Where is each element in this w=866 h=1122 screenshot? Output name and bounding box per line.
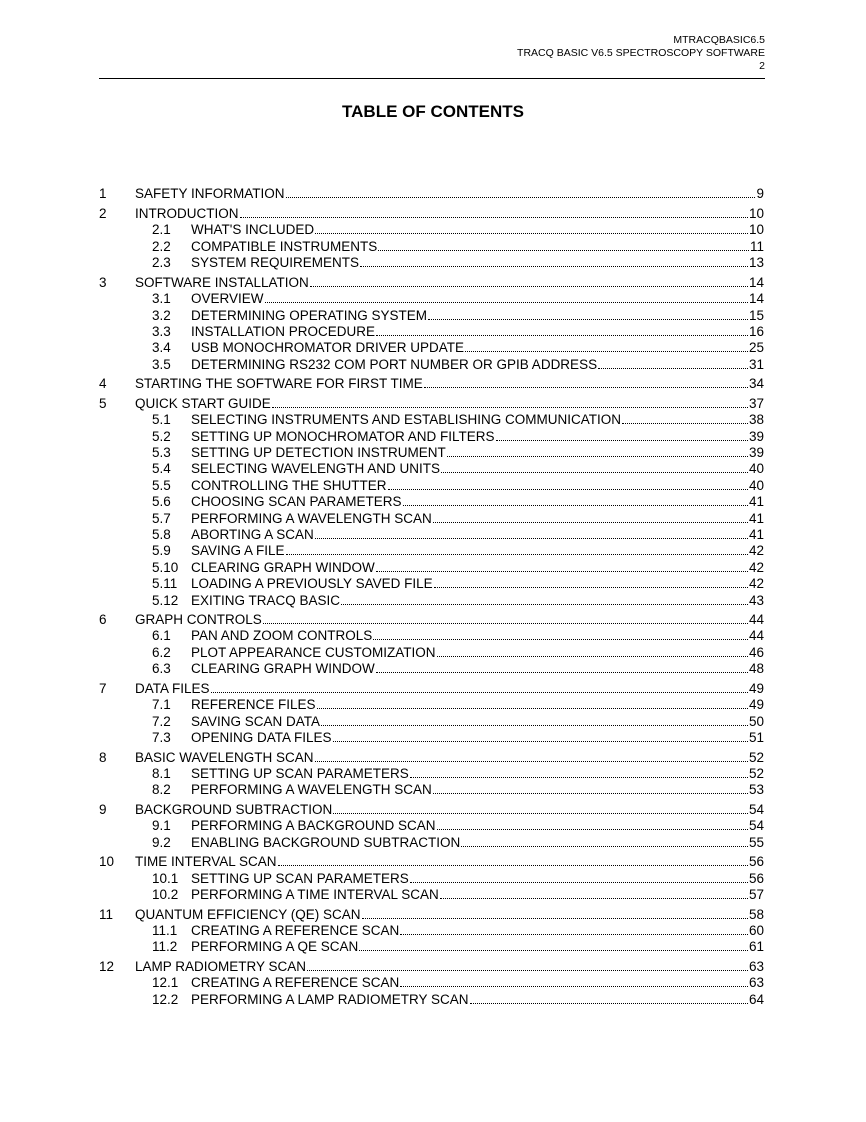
toc-entry-number: 7.1	[152, 697, 171, 713]
toc-entry-title: SAFETY INFORMATION	[135, 186, 285, 202]
toc-section-entry[interactable]	[99, 307, 764, 323]
toc-entry-title: QUANTUM EFFICIENCY (QE) SCAN	[135, 906, 361, 922]
toc-entry-page: 42	[748, 543, 764, 559]
toc-entry-number: 5	[99, 395, 107, 411]
toc-entry-page: 52	[748, 765, 764, 781]
toc-entry-page: 63	[748, 959, 764, 975]
toc-entry-title: QUICK START GUIDE	[135, 395, 271, 411]
toc-entry-page: 37	[748, 395, 764, 411]
toc-section-entry[interactable]	[99, 238, 764, 254]
toc-section-entry[interactable]	[99, 494, 764, 510]
toc-entry-page: 56	[748, 870, 764, 886]
toc-section-entry[interactable]	[99, 559, 764, 575]
toc-dot-leader	[376, 335, 748, 336]
toc-entry-page: 54	[748, 801, 764, 817]
toc-entry-title: CREATING A REFERENCE SCAN	[191, 923, 400, 939]
toc-entry-number: 5.2	[152, 428, 171, 444]
toc-dot-leader	[310, 286, 748, 287]
toc-entry-page: 15	[748, 307, 764, 323]
toc-dot-leader	[376, 672, 748, 673]
toc-section-entry[interactable]	[99, 870, 764, 886]
toc-dot-leader	[373, 639, 748, 640]
toc-dot-leader	[317, 708, 748, 709]
toc-entry-page: 14	[748, 274, 764, 290]
toc-dot-leader	[465, 351, 748, 352]
toc-section-entry[interactable]	[99, 222, 764, 238]
toc-entry-title: SELECTING INSTRUMENTS AND ESTABLISHING COMMUNICATION	[191, 412, 622, 428]
toc-entry-number: 8	[99, 749, 107, 765]
toc-entry-title: CONTROLLING THE SHUTTER	[191, 477, 387, 493]
toc-entry-number: 5.4	[152, 461, 171, 477]
toc-dot-leader	[333, 741, 748, 742]
header-divider	[99, 78, 765, 79]
toc-entry-page: 39	[748, 428, 764, 444]
doc-code: MTRACQBASIC6.5	[673, 34, 765, 46]
toc-chapter-entry[interactable]	[99, 206, 764, 222]
toc-entry-title: INSTALLATION PROCEDURE	[191, 323, 376, 339]
toc-entry-page: 49	[748, 680, 764, 696]
toc-entry-page: 25	[748, 340, 764, 356]
toc-entry-number: 6.2	[152, 644, 171, 660]
toc-entry-page: 41	[748, 494, 764, 510]
toc-chapter-entry[interactable]	[99, 749, 764, 765]
toc-entry-number: 2.1	[152, 222, 171, 238]
toc-entry-page: 42	[748, 559, 764, 575]
toc-dot-leader	[403, 505, 748, 506]
toc-dot-leader	[434, 587, 748, 588]
toc-entry-title: LAMP RADIOMETRY SCAN	[135, 959, 307, 975]
toc-dot-leader	[265, 302, 748, 303]
toc-entry-title: PLOT APPEARANCE CUSTOMIZATION	[191, 644, 436, 660]
toc-chapter-entry[interactable]	[99, 395, 764, 411]
toc-chapter-entry[interactable]	[99, 802, 764, 818]
toc-entry-title: ABORTING A SCAN	[191, 526, 314, 542]
toc-entry-number: 5.11	[152, 576, 178, 592]
toc-section-entry[interactable]	[99, 445, 764, 461]
toc-section-entry[interactable]	[99, 697, 764, 713]
doc-title: TRACQ BASIC V6.5 SPECTROSCOPY SOFTWARE	[517, 47, 765, 59]
toc-entry-page: 61	[748, 939, 764, 955]
toc-entry-title: PERFORMING A TIME INTERVAL SCAN	[191, 887, 439, 903]
toc-entry-page: 11	[749, 238, 764, 254]
toc-entry-title: LOADING A PREVIOUSLY SAVED FILE	[191, 576, 433, 592]
toc-entry-page: 44	[748, 628, 764, 644]
toc-entry-page: 50	[748, 713, 764, 729]
toc-entry-number: 5.10	[152, 559, 179, 575]
toc-entry-number: 12.2	[152, 991, 179, 1007]
toc-entry-number: 6.3	[152, 661, 171, 677]
toc-entry-number: 3	[99, 274, 107, 290]
toc-entry-page: 39	[748, 445, 764, 460]
toc-entry-number: 2.2	[152, 238, 171, 254]
toc-section-entry[interactable]	[99, 356, 764, 372]
toc-entry-number: 10	[99, 854, 115, 870]
toc-section-entry[interactable]	[99, 340, 764, 356]
table-of-contents	[99, 186, 764, 1008]
toc-entry-page: 51	[748, 730, 764, 746]
toc-entry-number: 3.2	[152, 307, 171, 323]
toc-dot-leader	[362, 918, 748, 919]
toc-chapter-entry[interactable]	[99, 376, 764, 392]
toc-entry-number: 5.7	[152, 510, 171, 526]
toc-entry-page: 40	[748, 461, 764, 477]
page-title: TABLE OF CONTENTS	[342, 102, 524, 121]
toc-entry-page: 31	[748, 356, 764, 372]
toc-entry-title: CLEARING GRAPH WINDOW	[191, 661, 375, 677]
toc-section-entry[interactable]	[99, 477, 764, 493]
toc-dot-leader	[315, 233, 748, 234]
toc-dot-leader	[447, 456, 748, 457]
toc-entry-title: USB MONOCHROMATOR DRIVER UPDATE	[191, 340, 465, 356]
toc-dot-leader	[437, 829, 748, 830]
toc-entry-title: INTRODUCTION	[135, 205, 239, 221]
toc-entry-page: 9	[756, 186, 764, 202]
toc-entry-number: 7.2	[152, 713, 171, 729]
toc-entry-page: 38	[748, 412, 764, 428]
toc-chapter-entry[interactable]	[99, 854, 764, 870]
toc-entry-title: SAVING SCAN DATA	[191, 713, 321, 729]
toc-section-entry[interactable]	[99, 730, 764, 746]
toc-entry-number: 3.3	[152, 323, 171, 339]
toc-dot-leader	[307, 970, 748, 971]
toc-section-entry[interactable]	[99, 923, 764, 939]
toc-entry-page: 42	[748, 576, 764, 592]
toc-entry-number: 3.1	[152, 291, 171, 307]
toc-entry-number: 9	[99, 801, 107, 817]
toc-entry-title: REFERENCE FILES	[191, 697, 316, 713]
toc-entry-number: 6.1	[152, 628, 171, 644]
toc-dot-leader	[278, 865, 748, 866]
toc-entry-page: 10	[748, 222, 764, 238]
toc-entry-page: 54	[748, 818, 764, 834]
toc-dot-leader	[424, 387, 748, 388]
toc-entry-number: 8.1	[152, 765, 171, 781]
toc-section-entry[interactable]	[99, 628, 764, 644]
toc-entry-page: 13	[748, 255, 764, 271]
toc-entry-number: 10.1	[152, 870, 179, 886]
toc-dot-leader	[321, 725, 748, 726]
toc-entry-number: 9.2	[152, 834, 171, 850]
toc-entry-title: PERFORMING A LAMP RADIOMETRY SCAN	[191, 991, 469, 1007]
toc-chapter-entry[interactable]	[99, 186, 764, 202]
toc-entry-number: 5.3	[152, 445, 171, 460]
toc-dot-leader	[315, 538, 748, 539]
toc-entry-page: 49	[748, 697, 764, 713]
toc-entry-title: COMPATIBLE INSTRUMENTS	[191, 238, 378, 254]
toc-section-entry[interactable]	[99, 291, 764, 307]
toc-entry-title: BACKGROUND SUBTRACTION	[135, 801, 333, 817]
toc-dot-leader	[433, 793, 748, 794]
toc-entry-number: 5.9	[152, 543, 171, 559]
toc-entry-page: 46	[748, 644, 764, 660]
toc-entry-number: 3.5	[152, 356, 171, 372]
toc-entry-title: SETTING UP DETECTION INSTRUMENT	[191, 445, 446, 460]
toc-entry-number: 3.4	[152, 340, 171, 356]
toc-entry-title: PERFORMING A QE SCAN	[191, 939, 359, 955]
toc-entry-page: 44	[748, 612, 764, 628]
toc-section-entry[interactable]	[99, 412, 764, 428]
toc-entry-title: SETTING UP SCAN PARAMETERS	[191, 870, 409, 886]
toc-dot-leader	[286, 197, 756, 198]
toc-entry-number: 12	[99, 959, 115, 975]
toc-dot-leader	[410, 777, 748, 778]
toc-dot-leader	[360, 266, 748, 267]
toc-dot-leader	[598, 368, 748, 369]
toc-entry-number: 8.2	[152, 782, 171, 798]
toc-dot-leader	[400, 934, 748, 935]
toc-entry-number: 6	[99, 612, 107, 628]
toc-dot-leader	[440, 898, 748, 899]
toc-section-entry[interactable]	[99, 644, 764, 660]
toc-section-entry[interactable]	[99, 324, 764, 340]
toc-entry-number: 4	[99, 376, 107, 392]
toc-section-entry[interactable]	[99, 818, 764, 834]
toc-entry-page: 64	[748, 991, 764, 1007]
toc-entry-number: 2	[99, 205, 107, 221]
toc-entry-number: 12.1	[152, 975, 179, 991]
toc-entry-number: 7.3	[152, 730, 171, 746]
toc-entry-title: OPENING DATA FILES	[191, 730, 332, 746]
toc-entry-number: 10.2	[152, 887, 179, 903]
toc-entry-number: 11.1	[152, 923, 178, 939]
toc-section-entry[interactable]	[99, 766, 764, 782]
toc-entry-title: PERFORMING A WAVELENGTH SCAN	[191, 510, 432, 526]
toc-section-entry[interactable]	[99, 991, 764, 1007]
toc-entry-title: SETTING UP SCAN PARAMETERS	[191, 765, 409, 781]
toc-entry-page: 40	[748, 477, 764, 493]
toc-entry-title: STARTING THE SOFTWARE FOR FIRST TIME	[135, 376, 423, 392]
toc-entry-number: 5.6	[152, 494, 171, 510]
toc-entry-title: ENABLING BACKGROUND SUBTRACTION	[191, 834, 461, 850]
toc-section-entry[interactable]	[99, 255, 764, 271]
toc-entry-number: 1	[99, 186, 107, 202]
toc-entry-page: 63	[748, 975, 764, 991]
toc-entry-page: 55	[748, 834, 764, 850]
toc-dot-leader	[211, 692, 748, 693]
toc-section-entry[interactable]	[99, 661, 764, 677]
toc-dot-leader	[376, 571, 748, 572]
toc-entry-page: 56	[748, 854, 764, 870]
toc-entry-title: PAN AND ZOOM CONTROLS	[191, 628, 373, 644]
toc-entry-number: 9.1	[152, 818, 171, 834]
toc-entry-title: CLEARING GRAPH WINDOW	[191, 559, 375, 575]
toc-dot-leader	[433, 522, 748, 523]
toc-chapter-entry[interactable]	[99, 680, 764, 696]
toc-section-entry[interactable]	[99, 592, 764, 608]
toc-dot-leader	[622, 423, 748, 424]
toc-dot-leader	[286, 554, 748, 555]
toc-dot-leader	[263, 623, 748, 624]
toc-section-entry[interactable]	[99, 428, 764, 444]
toc-entry-title: CHOOSING SCAN PARAMETERS	[191, 494, 402, 510]
toc-entry-page: 48	[748, 661, 764, 677]
toc-entry-page: 53	[748, 782, 764, 798]
toc-dot-leader	[441, 472, 748, 473]
toc-entry-number: 11.2	[152, 939, 178, 955]
toc-section-entry[interactable]	[99, 576, 764, 592]
toc-section-entry[interactable]	[99, 527, 764, 543]
toc-dot-leader	[410, 882, 748, 883]
toc-entry-page: 60	[748, 923, 764, 939]
toc-entry-number: 11	[99, 906, 114, 922]
toc-entry-title: SYSTEM REQUIREMENTS	[191, 255, 360, 271]
toc-dot-leader	[359, 950, 748, 951]
toc-chapter-entry[interactable]	[99, 274, 764, 290]
toc-chapter-entry[interactable]	[99, 906, 764, 922]
toc-entry-title: DETERMINING OPERATING SYSTEM	[191, 307, 428, 323]
toc-entry-title: PERFORMING A BACKGROUND SCAN	[191, 818, 436, 834]
toc-entry-title: SOFTWARE INSTALLATION	[135, 274, 309, 290]
toc-entry-page: 41	[748, 510, 764, 526]
toc-dot-leader	[333, 813, 748, 814]
toc-entry-title: TIME INTERVAL SCAN	[135, 854, 277, 870]
toc-section-entry[interactable]	[99, 887, 764, 903]
toc-dot-leader	[341, 604, 748, 605]
toc-chapter-entry[interactable]	[99, 612, 764, 628]
toc-entry-number: 7	[99, 680, 107, 696]
toc-entry-title: GRAPH CONTROLS	[135, 612, 262, 628]
toc-entry-page: 16	[748, 323, 764, 339]
toc-entry-title: CREATING A REFERENCE SCAN	[191, 975, 400, 991]
toc-entry-page: 14	[748, 291, 764, 307]
toc-dot-leader	[428, 319, 748, 320]
toc-section-entry[interactable]	[99, 713, 764, 729]
toc-dot-leader	[378, 250, 749, 251]
toc-dot-leader	[437, 656, 748, 657]
toc-dot-leader	[315, 761, 748, 762]
toc-entry-title: SAVING A FILE	[191, 543, 285, 559]
toc-entry-page: 41	[748, 526, 764, 542]
toc-entry-title: DETERMINING RS232 COM PORT NUMBER OR GPIB ADDRESS	[191, 356, 598, 372]
toc-entry-page: 57	[748, 887, 764, 903]
toc-entry-title: EXITING TRACQ BASIC	[191, 592, 341, 608]
toc-entry-number: 5.12	[152, 592, 179, 608]
toc-entry-number: 5.5	[152, 477, 171, 493]
toc-entry-title: OVERVIEW	[191, 291, 264, 307]
toc-entry-page: 52	[748, 749, 764, 765]
toc-section-entry[interactable]	[99, 834, 764, 850]
toc-dot-leader	[470, 1003, 748, 1004]
toc-section-entry[interactable]	[99, 510, 764, 526]
toc-entry-title: SELECTING WAVELENGTH AND UNITS	[191, 461, 441, 477]
toc-entry-title: WHAT'S INCLUDED	[191, 222, 315, 238]
toc-dot-leader	[388, 489, 748, 490]
toc-dot-leader	[272, 407, 748, 408]
toc-entry-title: PERFORMING A WAVELENGTH SCAN	[191, 782, 432, 798]
page-header	[99, 34, 765, 73]
toc-entry-page: 58	[748, 906, 764, 922]
toc-section-entry[interactable]	[99, 939, 764, 955]
page-number: 2	[759, 60, 765, 72]
toc-entry-number: 5.8	[152, 526, 171, 542]
toc-dot-leader	[496, 440, 748, 441]
toc-section-entry[interactable]	[99, 975, 764, 991]
toc-entry-page: 10	[748, 205, 764, 221]
toc-entry-number: 2.3	[152, 255, 171, 271]
toc-entry-title: SETTING UP MONOCHROMATOR AND FILTERS	[191, 428, 495, 444]
toc-entry-page: 34	[748, 376, 764, 392]
toc-section-entry[interactable]	[99, 543, 764, 559]
toc-dot-leader	[461, 846, 748, 847]
toc-entry-title: BASIC WAVELENGTH SCAN	[135, 749, 314, 765]
toc-chapter-entry[interactable]	[99, 959, 764, 975]
toc-section-entry[interactable]	[99, 461, 764, 477]
toc-dot-leader	[240, 217, 748, 218]
toc-entry-number: 5.1	[152, 412, 171, 428]
toc-entry-page: 43	[748, 592, 764, 608]
toc-section-entry[interactable]	[99, 782, 764, 798]
toc-dot-leader	[400, 986, 748, 987]
toc-entry-title: DATA FILES	[135, 680, 210, 696]
